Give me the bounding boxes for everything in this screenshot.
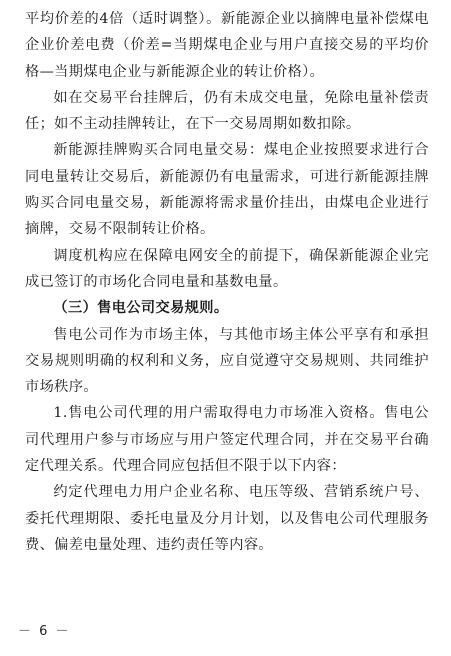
- paragraph-dispatch-agency: 调度机构应在保障电网安全的前提下，确保新能源企业完成已签订的市场化合同电量和基数电量。: [25, 247, 429, 290]
- paragraph-agency-contract: 1.售电公司代理的用户需取得电力市场准入资格。售电公司代理用户参与市场应与用户签定代理合同，并在交易平台确定代理关系。代理合同应包括但不限于以下内容：: [25, 405, 429, 475]
- paragraph-retail-company-rights: 售电公司作为市场主体，与其他市场主体公平享有和承担交易规则明确的权利和义务，应自觉遵守交易规则、共同维护市场秩序。: [25, 326, 429, 396]
- paragraph-unsold-electricity: 如在交易平台挂牌后，仍有未成交电量，免除电量补偿责任；如不主动挂牌转让，在下一交易周期如数扣除。: [25, 89, 429, 133]
- paragraph-contract-contents: 约定代理电力用户企业名称、电压等级、营销系统户号、委托代理期限、委托电量及分月计划，以及售电公司代理服务费、偏差电量处理、违约责任等内容。: [25, 484, 429, 553]
- paragraph-price-difference: 平均价差的4倍（适时调整）。新能源企业以摘牌电量补偿煤电企业价差电费（价差=当期煤电企业与用户直接交易的平均价格—当期煤电企业与新能源企业的转让价格）。: [25, 11, 429, 80]
- section-heading-retail-company-rules: （三）售电公司交易规则。: [53, 300, 229, 317]
- page-number: － 6 －: [18, 624, 71, 639]
- paragraph-new-energy-purchase: 新能源挂牌购买合同电量交易：煤电企业按照要求进行合同电量转让交易后，新能源仍有电量需求，可进行新能源挂牌购买合同电量交易，新能源将需求量价挂出，由煤电企业进行摘牌，交易不限制转让价格。: [25, 142, 429, 238]
- document-body: [25, 6, 429, 558]
